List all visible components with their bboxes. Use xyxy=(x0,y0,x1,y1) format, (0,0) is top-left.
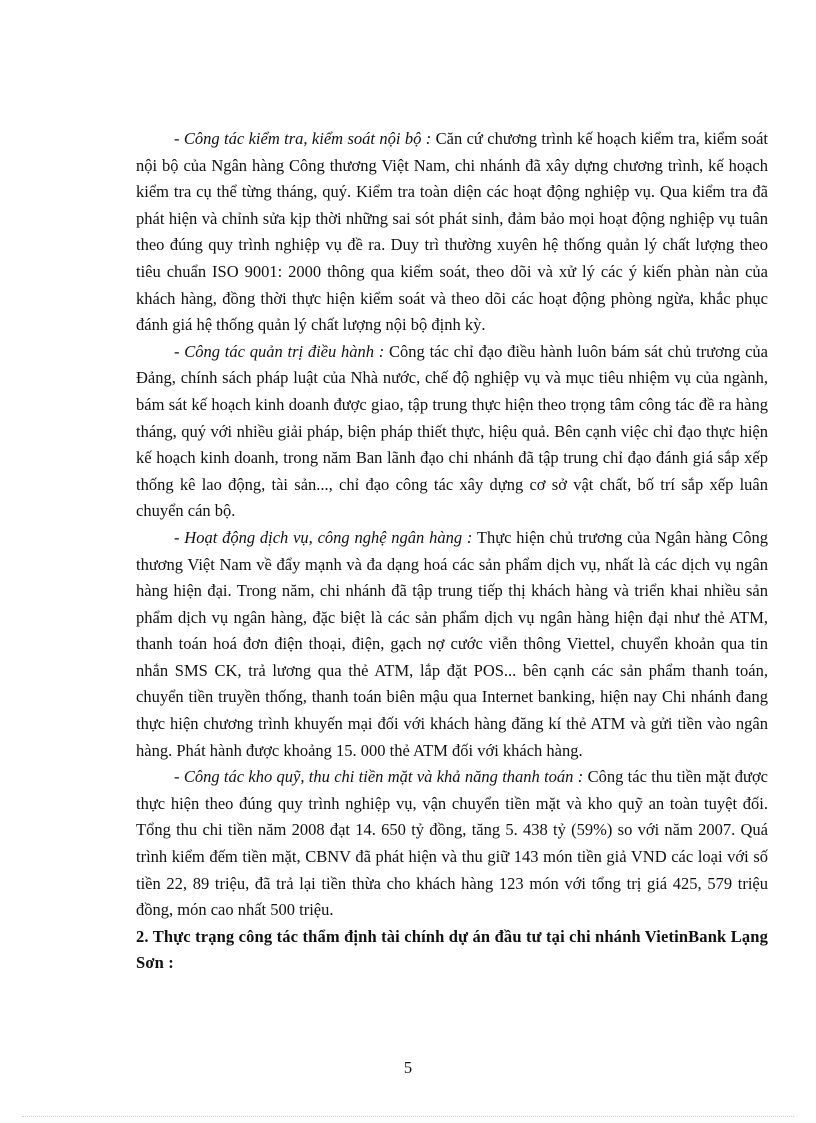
paragraph-lead: - Hoạt động dịch vụ, công nghệ ngân hàng : xyxy=(174,527,473,547)
paragraph-lead: - Công tác quản trị điều hành : xyxy=(174,341,385,361)
section-heading: 2. Thực trạng công tác thẩm định tài chính dự án đầu tư tại chi nhánh VietinBank Lạng Sơn : xyxy=(136,926,768,973)
paragraph-treasury xyxy=(136,764,768,924)
paragraph-services-technology xyxy=(136,525,768,764)
paragraph-text: Công tác chỉ đạo điều hành luôn bám sát chủ trương của Đảng, chính sách pháp luật của Nhà nước, chế độ nghiệp vụ và mục tiêu nhiệm vụ của ngành, bám sát kế hoạch kinh doanh được giao, tập trung thực hiện theo trọng tâm công tác đề ra hàng tháng, quý với nhiều giải pháp, biện pháp thiết thực, hiệu quả. Bên cạnh việc chỉ đạo thực hiện kế hoạch kinh doanh, trong năm Ban lãnh đạo chi nhánh đã tập trung chỉ đạo đánh giá sắp xếp thống kê lao động, tài sản..., chỉ đạo công tác xây dựng cơ sở vật chất, bố trí sắp xếp luân chuyển cán bộ. xyxy=(136,341,768,521)
page-body xyxy=(136,126,768,977)
paragraph-internal-control xyxy=(136,126,768,339)
page-number: 5 xyxy=(403,1058,413,1077)
paragraph-text: Thực hiện chủ trương của Ngân hàng Công thương Việt Nam về đẩy mạnh và đa dạng hoá các sản phẩm dịch vụ, nhất là các dịch vụ ngân hàng hiện đại. Trong năm, chi nhánh đã tập trung tiếp thị khách hàng và triển khai nhiều sản phẩm dịch vụ ngân hàng, đặc biệt là các sản phẩm dịch vụ ngân hàng hiện đại như thẻ ATM, thanh toán hoá đơn điện thoại, điện, gạch nợ cước viễn thông Viettel, chuyển khoản qua tin nhắn SMS CK, trả lương qua thẻ ATM, lắp đặt POS... bên cạnh các sản phẩm thanh toán, chuyển tiền truyền thống, thanh toán biên mậu qua Internet banking, hiện nay Chi nhánh đang thực hiện chương trình khuyến mại đối với khách hàng đăng kí thẻ ATM và gửi tiền vào ngân hàng. Phát hành được khoảng 15. 000 thẻ ATM đối với khách hàng. xyxy=(136,527,768,760)
paragraph-text: Căn cứ chương trình kế hoạch kiểm tra, kiểm soát nội bộ của Ngân hàng Công thương Việt Nam, chi nhánh đã xây dựng chương trình, kế hoạch kiểm tra cụ thể từng tháng, quý. Kiểm tra toàn diện các hoạt động nghiệp vụ. Qua kiểm tra đã phát hiện và chỉnh sửa kịp thời những sai sót phát sinh, đảm bảo mọi hoạt động nghiệp vụ tuân theo đúng quy trình nghiệp vụ đề ra. Duy trì thường xuyên hệ thống quản lý chất lượng theo tiêu chuẩn ISO 9001: 2000 thông qua kiểm soát, theo dõi và xử lý các ý kiến phàn nàn của khách hàng, đồng thời thực hiện kiểm soát và theo dõi các hoạt động phòng ngừa, khắc phục đánh giá hệ thống quản lý chất lượng nội bộ định kỳ. xyxy=(136,129,769,335)
paragraph-lead: - Công tác kiểm tra, kiểm soát nội bộ : xyxy=(174,129,432,148)
page-bottom-divider xyxy=(22,1116,794,1117)
paragraph-lead: - Công tác kho quỹ, thu chi tiền mặt và khả năng thanh toán : xyxy=(174,767,584,787)
paragraph-text: Công tác thu tiền mặt được thực hiện theo đúng quy trình nghiệp vụ, vận chuyển tiền mặt và kho quỹ an toàn tuyệt đối. Tổng thu chi tiền năm 2008 đạt 14. 650 tỷ đồng, tăng 5. 438 tỷ (59%) so với năm 2007. Quá trình kiểm đếm tiền mặt, CBNV đã phát hiện và thu giữ 143 món tiền giả VND các loại với số tiền 22, 89 triệu, đã trả lại tiền thừa cho khách hàng 123 món với tổng trị giá 425, 579 triệu đồng, món cao nhất 500 triệu. xyxy=(136,767,769,920)
paragraph-management xyxy=(136,339,768,525)
